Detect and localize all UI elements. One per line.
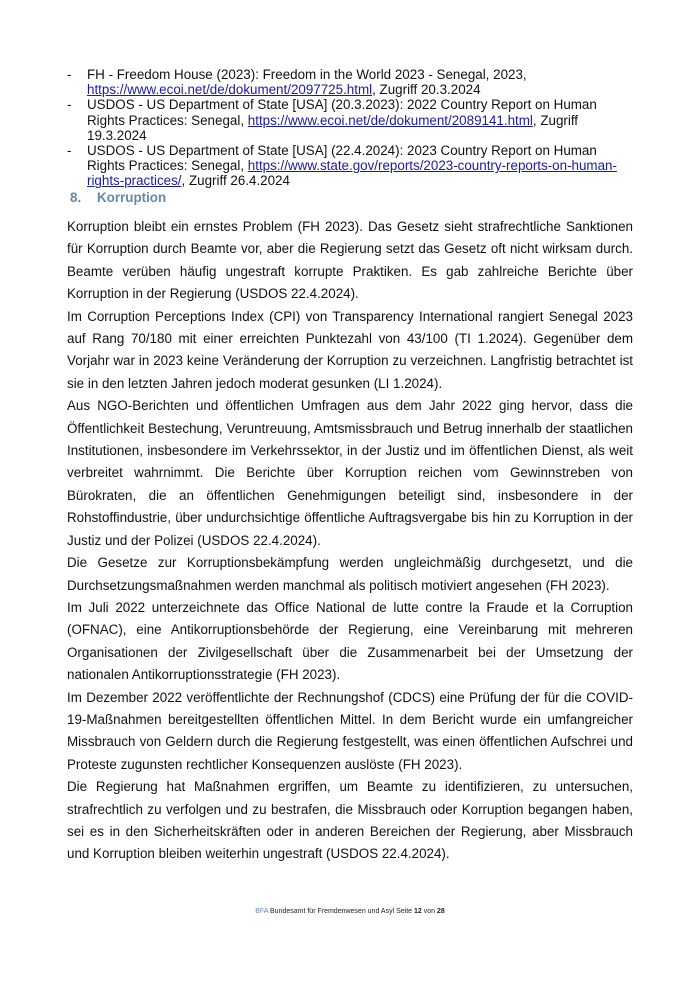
list-dash: - (67, 143, 72, 159)
list-dash: - (67, 97, 72, 113)
section-number: 8. (70, 190, 82, 205)
reference-access-date: , Zugriff 19.3.2024 (87, 112, 579, 143)
paragraph: Im Juli 2022 unterzeichnete das Office National de lutte contre la Fraude et la Corruption (OFNAC), eine Antikorruptionsbehörde der Regierung, eine Vereinbarung mit mehreren Organisationen der Zivilgesellschaft über die Zusammenarbeit bei der Umsetzung der nationalen Antikorruptionsstrategie (FH 2023). (67, 599, 633, 683)
footer-of: von (421, 908, 437, 915)
reference-text: USDOS - US Department of State [USA] (22.4.2024): 2023 Country Report on Human Rights Practices: Senegal, (87, 143, 597, 174)
section-heading (70, 190, 166, 205)
reference-access-date: , Zugriff 26.4.2024 (181, 173, 290, 189)
paragraph: Aus NGO-Berichten und öffentlichen Umfragen aus dem Jahr 2022 ging hervor, dass die Öffentlichkeit Bestechung, Veruntreuung, Amtsmissbrauch und Betrug innerhalb der staatlichen Institutionen, insbesondere im Verkehrssektor, in der Justiz und im öffentlichen Dienst, als weit verbreitet wahrnimmt. Die Berichte über Korruption reichen vom Gewinnstreben von Bürokraten, die an öffentlichen Genehmigungen beteiligt sind, insbesondere in der Rohstoffindustrie, über undurchsichtige öffentliche Auftragsvergabe bis hin zu Korruption in der Justiz und der Polizei (USDOS 22.4.2024). (67, 398, 633, 548)
page-footer (0, 908, 700, 915)
reference-link[interactable]: https://www.ecoi.net/de/dokument/2097725.html (87, 82, 373, 98)
reference-text: FH - Freedom House (2023): Freedom in the World 2023 - Senegal, 2023, (87, 67, 527, 82)
paragraph: Im Corruption Perceptions Index (CPI) von Transparency International rangiert Senegal 2023 auf Rang 70/180 mit einer erreichten Punktezahl von 43/100 (TI 1.2024). Gegenüber dem Vorjahr war in 2023 keine Veränderung der Korruption zu verzeichnen. Langfristig betrachtet ist sie in den letzten Jahren jedoch moderat gesunken (LI 1.2024). (67, 308, 633, 391)
list-dash: - (67, 67, 72, 82)
paragraph: Im Dezember 2022 veröffentlichte der Rechnungshof (CDCS) eine Prüfung der für die COVID-19-Maßnahmen bereitgestellten öffentlichen Mittel. In dem Bericht wurde ein umfangreicher Missbrauch von Geldern durch die Regierung festgestellt, was einen öffentlichen Aufschrei und Proteste zugunsten rechtlicher Konsequenzen auslöste (FH 2023). (67, 689, 633, 772)
reference-text: USDOS - US Department of State [USA] (20.3.2023): 2022 Country Report on Human Rights Practices: Senegal, (87, 97, 597, 128)
paragraph: Die Gesetze zur Korruptionsbekämpfung werden ungleichmäßig durchgesetzt, und die Durchsetzungsmaßnahmen werden manchmal als politisch motiviert angesehen (FH 2023). (67, 555, 633, 593)
reference-link[interactable]: https://www.ecoi.net/de/dokument/2089141.html (247, 112, 533, 128)
footer-org: Bundesamt für Fremdenwesen und Asyl Seite (268, 908, 414, 915)
reference-item (67, 97, 637, 143)
section-title: Korruption (97, 190, 167, 205)
page-number: 12 (413, 908, 422, 915)
section-body (67, 216, 633, 866)
paragraph: Korruption bleibt ein ernstes Problem (FH 2023). Das Gesetz sieht strafrechtliche Sanktionen für Korruption durch Beamte vor, aber die Regierung setzt das Gesetz oft nicht wirksam durch. Beamte verüben häufig ungestraft korrupte Praktiken. Es gab zahlreiche Berichte über Korruption in der Regierung (USDOS 22.4.2024). (67, 219, 633, 302)
reference-item (67, 143, 637, 189)
reference-access-date: , Zugriff 20.3.2024 (372, 82, 481, 98)
reference-item (67, 67, 637, 97)
reference-list (67, 67, 637, 189)
page-total: 28 (436, 908, 445, 915)
reference-link[interactable]: https://www.state.gov/reports/2023-country-reports-on-human-rights-practices/ (87, 158, 617, 189)
paragraph: Die Regierung hat Maßnahmen ergriffen, um Beamte zu identifizieren, zu untersuchen, strafrechtlich zu verfolgen und zu bestrafen, die Missbrauch oder Korruption begangen haben, sei es in den Sicherheitskräften oder in anderen Bereichen der Regierung, aber Missbrauch und Korruption bleiben weiterhin ungestraft (USDOS 22.4.2024). (67, 779, 633, 862)
bfa-logo: BFA (255, 908, 269, 915)
